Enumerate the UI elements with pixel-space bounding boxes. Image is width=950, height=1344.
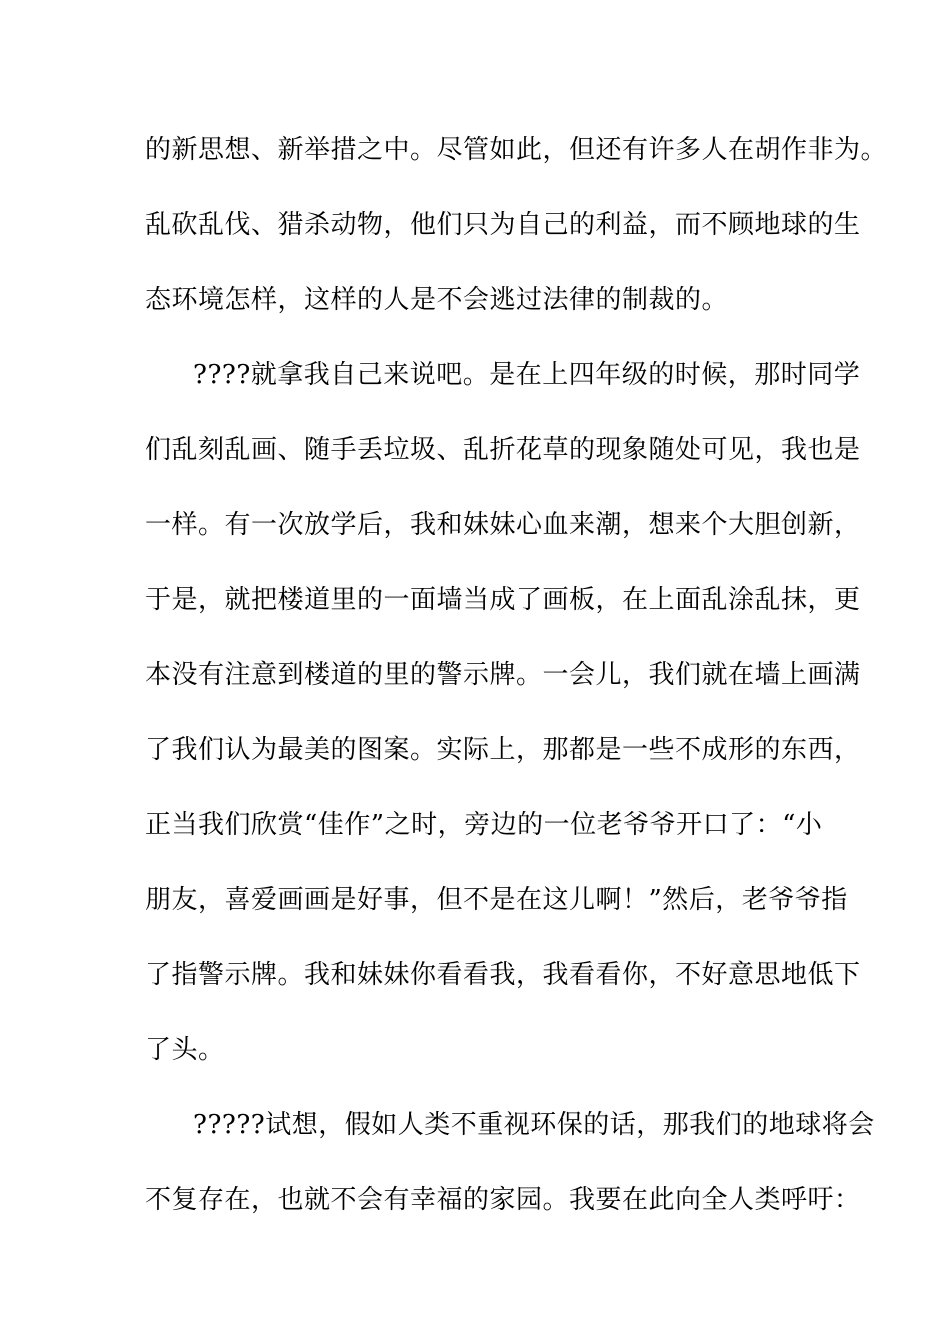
text-line: 了头。 (145, 1035, 225, 1065)
text-line: 一样。有一次放学后，我和妹妹心血来潮，想来个大胆创新， (145, 510, 861, 540)
text-line: 本没有注意到楼道的里的警示牌。一会儿，我们就在墙上画满 (145, 660, 861, 690)
text-line: 了我们认为最美的图案。实际上，那都是一些不成形的东西， (145, 735, 861, 765)
text-line: 们乱刻乱画、随手丢垃圾、乱折花草的现象随处可见，我也是 (145, 435, 861, 465)
text-line: 态环境怎样，这样的人是不会逃过法律的制裁的。 (145, 285, 729, 315)
text-line: 正当我们欣赏“佳作”之时，旁边的一位老爷爷开口了：“小 (145, 810, 823, 840)
paragraph-start-line: ????就拿我自己来说吧。是在上四年级的时候，那时同学 (193, 360, 861, 390)
text-line: 了指警示牌。我和妹妹你看看我，我看看你，不好意思地低下 (145, 960, 861, 990)
text-line: 于是，就把楼道里的一面墙当成了画板，在上面乱涂乱抹，更 (145, 585, 861, 615)
text-line: 不复存在，也就不会有幸福的家园。我要在此向全人类呼吁： (145, 1185, 861, 1215)
text-line: 乱砍乱伐、猎杀动物，他们只为自己的利益，而不顾地球的生 (145, 210, 861, 240)
text-line: 朋友，喜爱画画是好事，但不是在这儿啊！”然后，老爷爷指 (145, 885, 848, 915)
text-line: 的新思想、新举措之中。尽管如此，但还有许多人在胡作非为。 (145, 135, 888, 165)
paragraph-start-line: ?????试想，假如人类不重视环保的话，那我们的地球将会 (193, 1110, 875, 1140)
